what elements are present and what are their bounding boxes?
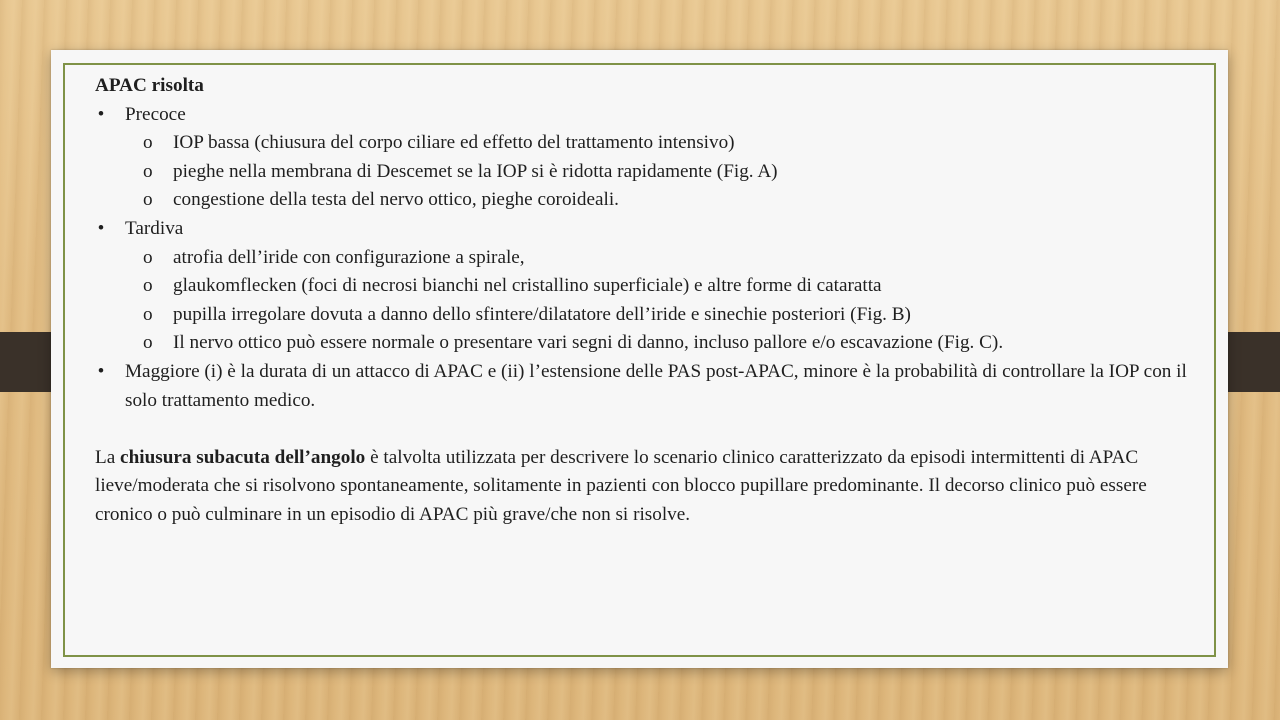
bullet-icon: • — [97, 360, 105, 382]
sub-item-text: congestione della testa del nervo ottico, pieghe coroideali. — [173, 189, 619, 211]
bullet-final — [95, 358, 1205, 415]
bullet-label: Precoce — [125, 103, 186, 125]
sub-bullet-icon: o — [143, 132, 153, 154]
sub-item — [95, 301, 1205, 330]
spacer — [95, 415, 1205, 444]
sub-item-text: glaukomflecken (foci di necrosi bianchi nel cristallino superficiale) e altre forme di cataratta — [173, 275, 882, 297]
sub-bullet-icon: o — [143, 303, 153, 325]
paragraph-subacute-closure — [95, 444, 1205, 530]
sub-item-text: atrofia dell’iride con configurazione a spirale, — [173, 246, 525, 268]
sub-bullet-icon: o — [143, 332, 153, 354]
paragraph-rest: è talvolta utilizzata per descrivere lo scenario clinico caratterizzato da episodi intermittenti di APAC lieve/moderata che si risolvono spontaneamente, solitamente in pazienti con blocco pupillare predominante. Il decorso clinico può essere cronico o può culminare in un episodio di APAC più grave/che non si risolve. — [95, 446, 1147, 525]
sub-item — [95, 329, 1205, 358]
sub-bullet-icon: o — [143, 189, 153, 211]
sub-item-text: pieghe nella membrana di Descemet se la IOP si è ridotta rapidamente (Fig. A) — [173, 160, 778, 182]
bullet-icon: • — [97, 217, 105, 239]
sub-bullet-icon: o — [143, 246, 153, 268]
sub-item — [95, 129, 1205, 158]
sub-bullet-icon: o — [143, 160, 153, 182]
sub-item — [95, 186, 1205, 215]
slide-content — [95, 72, 1205, 530]
sub-item — [95, 244, 1205, 273]
bullet-text: Maggiore (i) è la durata di un attacco di APAC e (ii) l’estensione delle PAS post-APAC, minore è la probabilità di controllare la IOP con il solo trattamento medico. — [125, 360, 1187, 411]
bullet-icon: • — [97, 103, 105, 125]
bullet-tardiva — [95, 215, 1205, 244]
sub-item-text: IOP bassa (chiusura del corpo ciliare ed effetto del trattamento intensivo) — [173, 132, 735, 154]
sub-item-text: pupilla irregolare dovuta a danno dello sfintere/dilatatore dell’iride e sinechie posteriori (Fig. B) — [173, 303, 911, 325]
paragraph-prefix: La — [95, 446, 121, 468]
sub-item — [95, 272, 1205, 301]
paragraph-bold-term: chiusura subacuta dell’angolo — [120, 446, 366, 468]
sub-bullet-icon: o — [143, 275, 153, 297]
bullet-precoce — [95, 101, 1205, 130]
sub-item — [95, 158, 1205, 187]
sub-item-text: Il nervo ottico può essere normale o presentare vari segni di danno, incluso pallore e/o escavazione (Fig. C). — [173, 332, 1004, 354]
bullet-label: Tardiva — [125, 217, 184, 239]
slide-heading: APAC risolta — [95, 75, 204, 96]
